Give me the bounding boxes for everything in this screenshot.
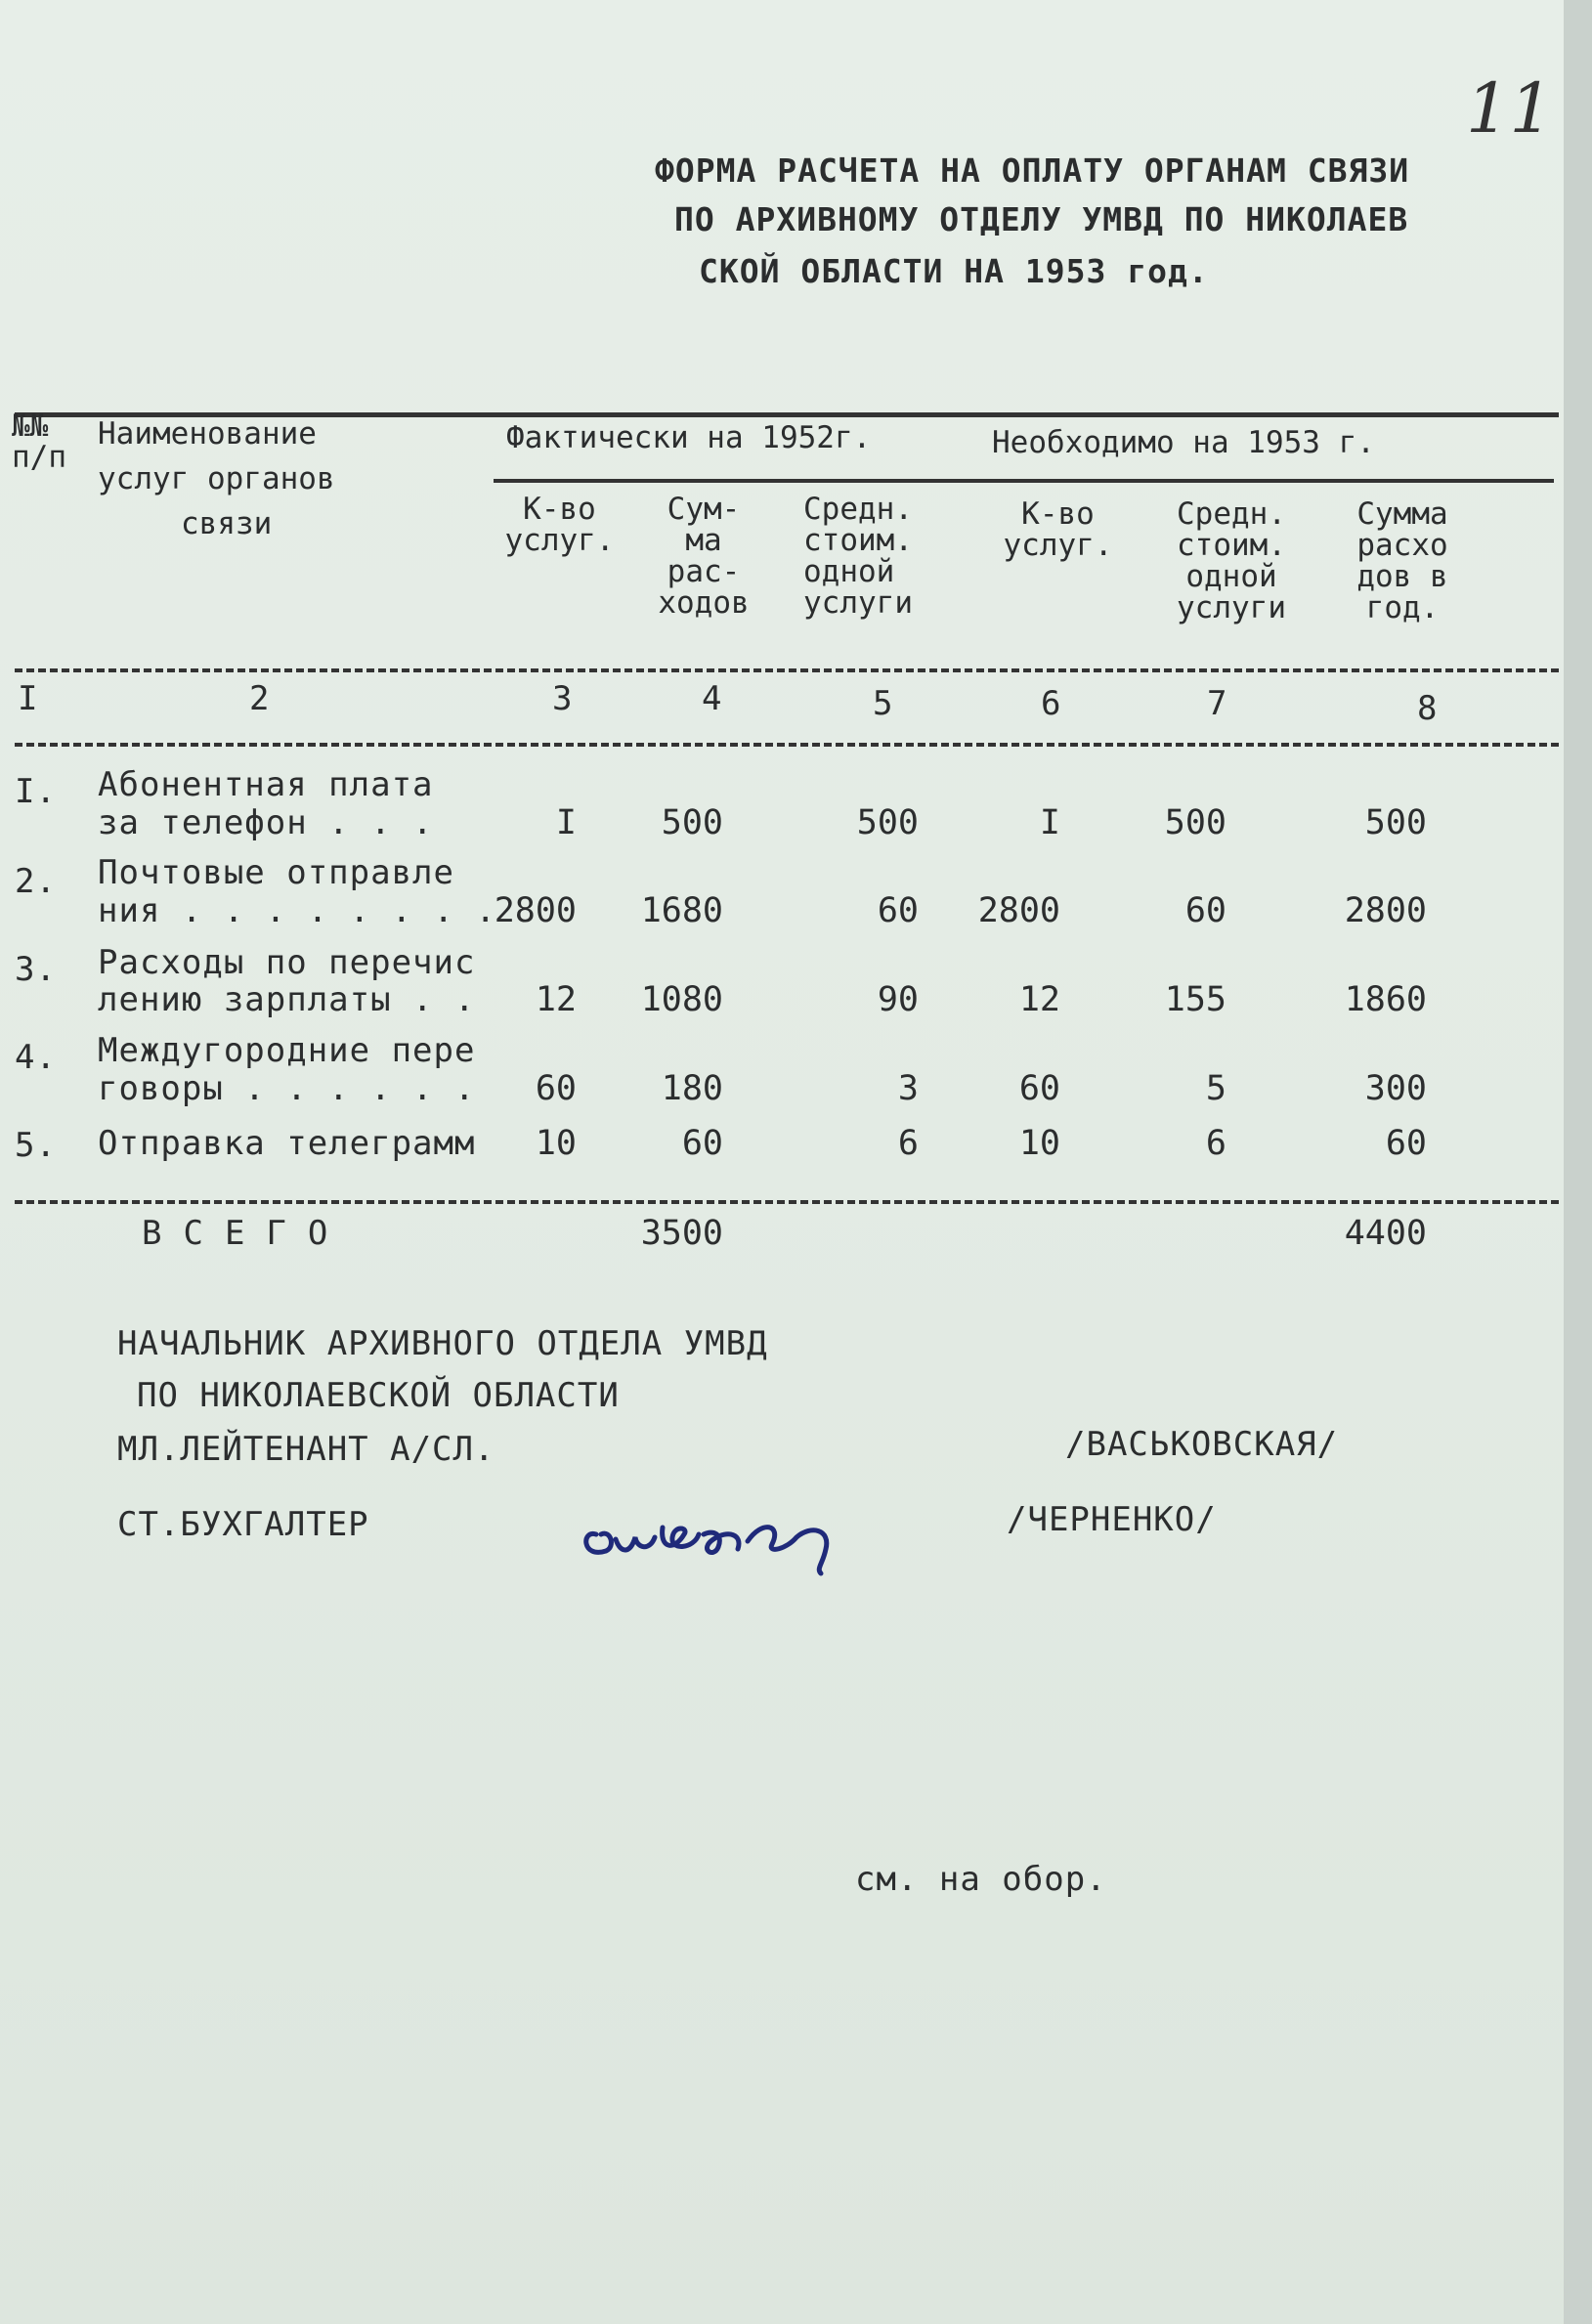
title-line-2: ПО АРХИВНОМУ ОТДЕЛУ УМВД ПО НИКОЛАЕВ	[674, 200, 1409, 238]
subheader-line: одной	[1185, 559, 1277, 594]
signatory-name-2: /ЧЕРНЕНКО/	[1007, 1500, 1217, 1539]
row-5-c7: 6	[1205, 1124, 1226, 1163]
col-name-header	[98, 418, 335, 539]
row-4-c6: 60	[1018, 1069, 1060, 1108]
row-5-c8: 60	[1385, 1124, 1427, 1163]
row-1-c3: I	[555, 803, 577, 842]
signatory-name-1: /ВАСЬКОВСКАЯ/	[1065, 1425, 1339, 1464]
col-number-5: 5	[873, 684, 894, 723]
row-3-c8: 1860	[1344, 980, 1427, 1019]
row-2-c4: 1680	[640, 891, 723, 930]
col-number-4: 4	[702, 679, 723, 718]
subheader-line: Сумма	[1356, 496, 1448, 532]
subheader-line: К-во	[1021, 496, 1095, 532]
row-2-c6: 2800	[977, 891, 1060, 930]
row-2-c7: 60	[1184, 891, 1226, 930]
row-2-name-line-1: Почтовые отправле	[98, 853, 454, 892]
header-bottom-rule	[15, 668, 1559, 672]
title-line-3: СКОЙ ОБЛАСТИ НА 1953 год.	[699, 252, 1209, 290]
subheader-c4	[640, 494, 767, 619]
page-number: 11	[1466, 68, 1554, 149]
row-1-c4: 500	[661, 803, 723, 842]
row-1-c8: 500	[1364, 803, 1427, 842]
row-2-c3: 2800	[494, 891, 577, 930]
subheader-c6	[982, 498, 1134, 561]
row-3-c7: 155	[1164, 980, 1226, 1019]
subheader-line: одной	[803, 554, 895, 589]
page-edge	[1564, 0, 1592, 2324]
subheader-line: ма	[685, 523, 722, 558]
col-number-1: I	[18, 679, 39, 718]
group-need-header: Необходимо на 1953 г.	[992, 425, 1375, 460]
col-number-6: 6	[1041, 684, 1062, 723]
group-fact-header: Фактически на 1952г.	[506, 420, 872, 455]
subheader-line: год.	[1365, 590, 1440, 625]
col-num-header-line: п/п	[12, 440, 66, 475]
row-2-c8: 2800	[1344, 891, 1427, 930]
subheader-line: Средн.	[1177, 496, 1286, 532]
body-bottom-rule	[15, 1200, 1559, 1204]
subheader-c5	[803, 494, 950, 619]
signatory-title-line-1: НАЧАЛЬНИК АРХИВНОГО ОТДЕЛА УМВД	[117, 1324, 768, 1363]
row-5-c3: 10	[535, 1124, 577, 1163]
row-5-c6: 10	[1018, 1124, 1060, 1163]
total-c8: 4400	[1344, 1214, 1427, 1253]
subheader-line: ходов	[658, 585, 750, 621]
subheader-line: рас-	[667, 554, 741, 589]
row-4-c3: 60	[535, 1069, 577, 1108]
subheader-line: услуг.	[1003, 528, 1113, 563]
signatory-rank: МЛ.ЛЕЙТЕНАНТ А/СЛ.	[117, 1430, 495, 1469]
subheader-c8	[1339, 498, 1466, 624]
row-4-name-line-1: Междугородние пере	[98, 1031, 476, 1070]
subheader-line: стоим.	[803, 523, 913, 558]
row-4-c5: 3	[897, 1069, 919, 1108]
col-num-header-line: №№	[12, 409, 49, 444]
subheader-line: Средн.	[803, 492, 913, 527]
subheader-line: дов в	[1356, 559, 1448, 594]
row-1-name-line-1: Абонентная плата	[98, 765, 434, 804]
col-name-header-line: Наименование	[98, 416, 317, 452]
row-2-name-line-2: ния . . . . . . . .	[98, 891, 496, 930]
col-number-3: 3	[552, 679, 574, 718]
row-5-c5: 6	[897, 1124, 919, 1163]
row-3-c5: 90	[877, 980, 919, 1019]
row-3-c6: 12	[1018, 980, 1060, 1019]
row-3-name-line-1: Расходы по перечис	[98, 943, 476, 982]
row-5-c4: 60	[681, 1124, 723, 1163]
row-3-c4: 1080	[640, 980, 723, 1019]
row-2-number: 2.	[15, 862, 57, 901]
row-2-c5: 60	[877, 891, 919, 930]
subheader-line: Сум-	[667, 492, 741, 527]
row-4-c8: 300	[1364, 1069, 1427, 1108]
row-3-number: 3.	[15, 950, 57, 989]
row-3-c3: 12	[535, 980, 577, 1019]
row-1-name-line-2: за телефон . . .	[98, 803, 434, 842]
row-4-c4: 180	[661, 1069, 723, 1108]
subheader-line: услуги	[803, 585, 913, 621]
row-4-name-line-2: говоры . . . . . .	[98, 1069, 476, 1108]
col-name-header-line: услуг органов	[98, 461, 335, 496]
col-num-header	[12, 410, 66, 473]
column-numbers-rule	[15, 743, 1559, 747]
subheader-line: расхо	[1356, 528, 1448, 563]
row-3-name-line-2: лению зарплаты . .	[98, 980, 476, 1019]
col-number-7: 7	[1207, 684, 1228, 723]
handwritten-signature	[577, 1490, 889, 1598]
signature-stroke	[586, 1528, 827, 1573]
signature-drawing	[577, 1490, 889, 1598]
col-name-header-line: связи	[181, 506, 273, 541]
subheader-line: К-во	[523, 492, 596, 527]
row-4-c7: 5	[1205, 1069, 1226, 1108]
col-number-8: 8	[1417, 689, 1439, 728]
subheader-line: стоим.	[1177, 528, 1286, 563]
subheader-c3	[494, 494, 625, 556]
footer-note: см. на обор.	[855, 1860, 1107, 1899]
subheader-line: услуг.	[504, 523, 615, 558]
row-1-c7: 500	[1164, 803, 1226, 842]
signatory-title-line-2: ПО НИКОЛАЕВСКОЙ ОБЛАСТИ	[137, 1376, 620, 1415]
title-line-1: ФОРМА РАСЧЕТА НА ОПЛАТУ ОРГАНАМ СВЯЗИ	[655, 151, 1410, 190]
total-c4: 3500	[640, 1214, 723, 1253]
group-header-rule	[494, 479, 1554, 483]
row-1-number: I.	[15, 772, 57, 811]
row-5-name-line-1: Отправка телеграмм	[98, 1124, 476, 1163]
accountant-title: СТ.БУХГАЛТЕР	[117, 1505, 369, 1544]
subheader-c7	[1158, 498, 1305, 624]
total-label: ВСЕГО	[142, 1214, 350, 1253]
row-1-c6: I	[1039, 803, 1060, 842]
row-5-number: 5.	[15, 1126, 57, 1165]
row-4-number: 4.	[15, 1038, 57, 1077]
row-1-c5: 500	[856, 803, 919, 842]
subheader-line: услуги	[1177, 590, 1286, 625]
col-number-2: 2	[249, 679, 271, 718]
